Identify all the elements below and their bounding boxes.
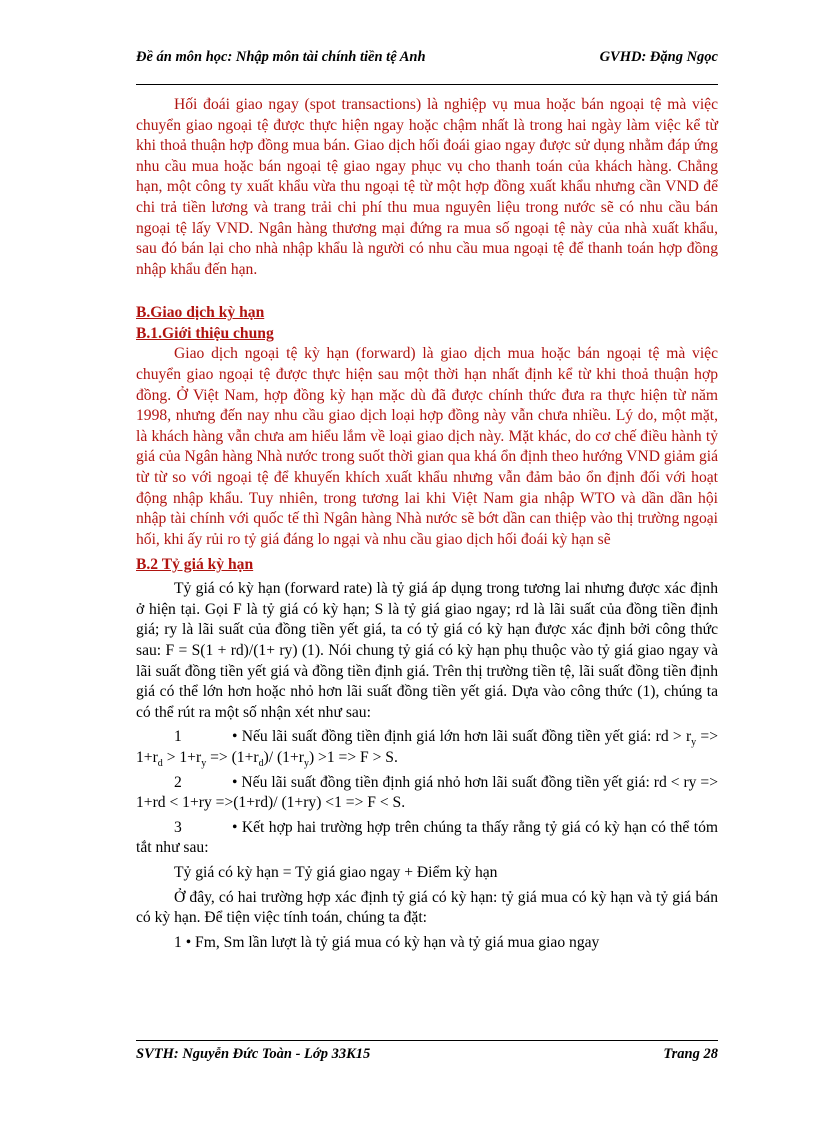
list-item: 1 • Nếu lãi suất đồng tiền định giá lớn hơn lãi suất đồng tiền yết giá: rd > $r_y => 1+r_d > 1+r_y => (1+r_d)/$ $(1+r_y) >1 => F > S$. [136, 728, 718, 770]
section-b1-heading: B.1.Giới thiệu chung [136, 325, 274, 343]
footer-page-number: Trang 28 [663, 1046, 718, 1062]
section-b2-heading: B.2 Tỷ giá kỳ hạn [136, 556, 254, 574]
header-course-title: Đề án môn học: Nhập môn tài chính tiền tệ Anh [136, 49, 426, 65]
page [136, 46, 718, 953]
list-item-number: 2 [174, 773, 182, 791]
formula-line: Tỷ giá có kỳ hạn = Tỷ giá giao ngay + Điểm kỳ hạn [174, 864, 498, 881]
cases-paragraph: Ở đây, có hai trường hợp xác định tỷ giá có kỳ hạn: tỷ giá mua có kỳ hạn và tỷ giá bán có kỳ hạn. Để tiện việc tính toán, chúng ta đặt: [136, 888, 718, 927]
header-instructor: GVHD: Đặng Ngọc [599, 49, 718, 65]
document-body [136, 95, 718, 953]
page-footer [136, 1040, 718, 1064]
list-item: 2 • Nếu lãi suất đồng tiền định giá nhỏ hơn lãi suất đồng tiền yết giá: rd < ry => 1+rd < 1+ry =>(1+rd)/ (1+ry) <1 => F < S. [136, 773, 718, 812]
last-list-item: 1 • Fm, Sm lần lượt là tỷ giá mua có kỳ hạn và tỷ giá mua giao ngay [174, 933, 600, 951]
section-b2-paragraph: Tỷ giá có kỳ hạn (forward rate) là tỷ giá áp dụng trong tương lai nhưng được xác định ở hiện tại. Gọi F là tỷ giá có kỳ hạn; S là tỷ giá giao ngay; rd là lãi suất của đồng tiền định giá; ry là lãi suất của đồng tiền yết giá, ta có tỷ giá có kỳ hạn được xác định bởi công thức sau: F = S(1 + rd)/(1+ ry) (1). Nói chung tỷ giá có kỳ hạn phụ thuộc vào tỷ giá giao ngay và lãi suất đồng tiền yết giá và đồng tiền định giá. Trên thị trường tiền tệ, lãi suất đồng tiền định giá có thể lớn hơn hoặc nhỏ hơn lãi suất đồng tiền yết giá. Dựa vào công thức (1), chúng ta có thể rút ra một số nhận xét như sau: [136, 580, 718, 721]
list-item-number: 1 [174, 728, 182, 746]
section-b1-paragraph: Giao dịch ngoại tệ kỳ hạn (forward) là giao dịch mua hoặc bán ngoại tệ mà việc chuyển giao ngoại tệ được thực hiện sau một thời hạn nhất định kể từ khi thoả thuận hợp đồng. Ở Việt Nam, hợp đồng kỳ hạn mặc dù đã được chính thức đưa ra thực hiện từ năm 1998, nhưng đến nay nhu cầu giao dịch loại hợp đồng này vẫn chưa nhiều. Lý do, một mặt, là khách hàng vẫn chưa am hiểu lắm về loại giao dịch này. Mặt khác, do cơ chế điều hành tỷ giá của Ngân hàng Nhà nước trong suốt thời gian qua khá ổn định theo hướng VND giảm giá từ từ so với ngoại tệ để khuyến khích xuất khẩu nhưng vẫn đảm bảo ổn định đối với hoạt động nhập khẩu. Tuy nhiên, trong tương lai khi Việt Nam gia nhập WTO và dần dần hội nhập tài chính với quốc tế thì Ngân hàng Nhà nước sẽ bớt dần can thiệp vào thị trường ngoại hối, khi ấy rủi ro tỷ giá đáng lo ngại và nhu cầu giao dịch hối đoái kỳ hạn sẽ [136, 345, 718, 548]
footer-student: SVTH: Nguyễn Đức Toàn - Lớp 33K15 [136, 1046, 371, 1062]
intro-paragraph: Hối đoái giao ngay (spot transactions) là nghiệp vụ mua hoặc bán ngoại tệ mà việc chuyển giao ngoại tệ được thực hiện ngay hoặc chậm nhất là trong hai ngày làm việc kể từ khi thoả thuận hợp đồng mua bán. Giao dịch hối đoái giao ngay được sử dụng nhằm đáp ứng nhu cầu mua hoặc bán ngoại tệ giao ngay phục vụ cho thanh toán của khách hàng. Chẳng hạn, một công ty xuất khẩu vừa thu ngoại tệ từ một hợp đồng xuất khẩu nhưng cần VND để chi trả tiền lương và trang trải chi phí thu mua nguyên liệu trong nước sẽ có nhu cầu bán ngoại tệ lấy VND. Ngân hàng thương mại đứng ra mua số ngoại tệ này của nhà xuất khẩu, sau đó bán lại cho nhà nhập khẩu là người có nhu cầu mua ngoại tệ để thanh toán hợp đồng nhập khẩu đến hạn. [136, 96, 718, 278]
list-item-number: 3 [174, 818, 182, 836]
page-header [136, 46, 718, 85]
list-item: 3 • Kết hợp hai trường hợp trên chúng ta thấy rằng tỷ giá có kỳ hạn có thể tóm tắt như sau: [136, 818, 718, 857]
section-b-heading: B.Giao dịch kỳ hạn [136, 304, 265, 322]
